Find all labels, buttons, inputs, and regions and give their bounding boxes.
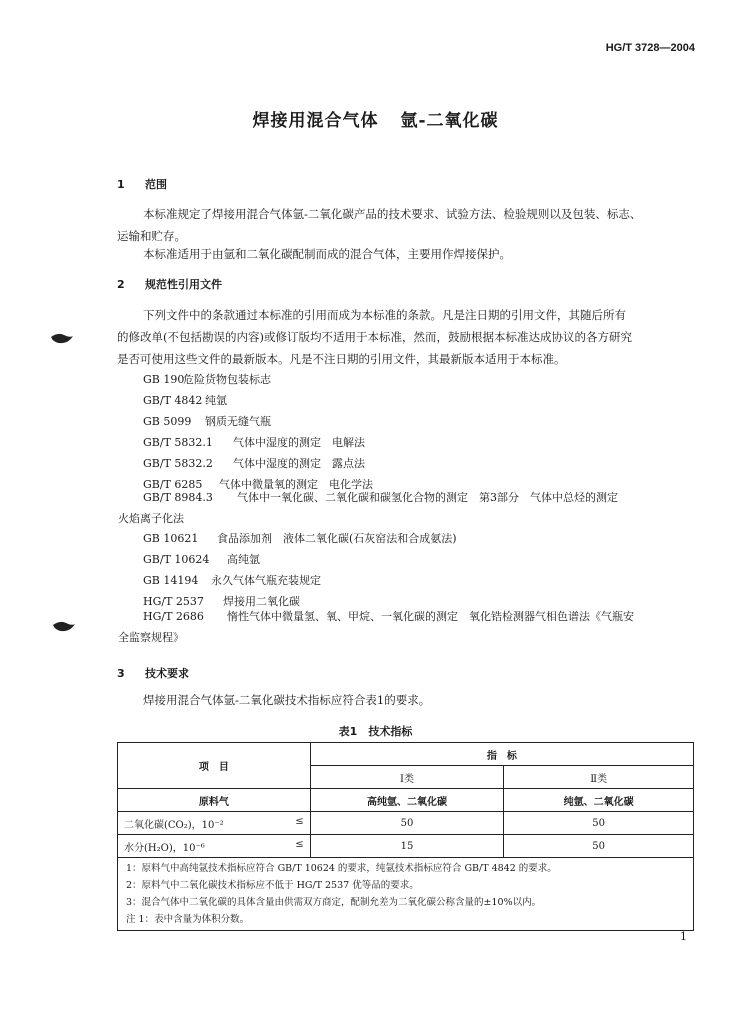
row-label: 水分(H₂O)，10⁻⁶ xyxy=(124,842,205,854)
row-value-class-2: 50 xyxy=(504,835,694,858)
reference-item: GB 10621 食品添加剂 液体二氧化碳(石灰窑法和合成氨法) xyxy=(143,532,457,545)
table-row xyxy=(118,812,694,835)
raw-material-label: 原料气 xyxy=(118,789,311,812)
title-part2: 氩-二氧化碳 xyxy=(400,111,499,131)
raw-material-class-1: 高纯氩、二氧化碳 xyxy=(310,789,504,812)
spec-table xyxy=(117,742,694,931)
table-row xyxy=(118,835,694,858)
section-2-intro: 下列文件中的条款通过本标准的引用而成为本标准的条款。凡是注日期的引用文件，其随后所有 的修改单(不包括勘误的内容)或修订版均不适用于本标准，然而，鼓励根据本标准达成协议的各方研究 是否可使用这些文件的最新版本。凡是不注日期的引用文件，其最新版本适用于本标准。 xyxy=(117,308,632,366)
reference-item: GB 14194 永久气体气瓶充装规定 xyxy=(143,574,321,587)
page-title xyxy=(0,106,751,131)
row-label: 二氧化碳(CO₂)，10⁻² xyxy=(124,819,224,831)
table-note: 2：原料气中二氧化碳技术指标应不低于 HG/T 2537 优等品的要求。 xyxy=(126,880,419,891)
reference-item: GB/T 4842 纯氩 xyxy=(143,394,227,407)
section-1-heading: 1 范围 xyxy=(117,178,167,191)
reference-item: GB 5099 钢质无缝气瓶 xyxy=(143,415,271,428)
page-number: 1 xyxy=(680,930,687,943)
reference-item: GB/T 5832.2 气体中湿度的测定 露点法 xyxy=(143,457,365,470)
title-part1: 焊接用混合气体 xyxy=(252,111,379,131)
table-notes xyxy=(118,858,694,931)
reference-item: HG/T 2686 惰性气体中微量氢、氧、甲烷、一氧化碳的测定 氧化锆检测器气相色谱法《气瓶安 全监察规程》 xyxy=(118,610,634,644)
scan-mark-icon xyxy=(52,619,76,633)
comparator: ≤ xyxy=(295,838,304,850)
header-class-2: Ⅱ类 xyxy=(504,766,694,789)
table-note: 1：原料气中高纯氩技术指标应符合 GB/T 10624 的要求，纯氩技术指标应符合 GB/T 4842 的要求。 xyxy=(126,863,557,874)
table-caption: 表1 技术指标 xyxy=(338,725,413,738)
section-3-text: 焊接用混合气体氩-二氧化碳技术指标应符合表1的要求。 xyxy=(143,693,431,707)
table-note: 注 1：表中含量为体积分数。 xyxy=(126,914,250,925)
header-index: 指 标 xyxy=(310,743,693,766)
reference-item: HG/T 2537 焊接用二氧化碳 xyxy=(143,595,300,608)
header-item: 项 目 xyxy=(118,743,311,789)
section-1-paragraph-1: 本标准规定了焊接用混合气体氩-二氧化碳产品的技术要求、试验方法、检验规则以及包装、标志、 运输和贮存。 xyxy=(117,207,642,243)
reference-item: GB 190危险货物包装标志 xyxy=(143,373,271,386)
comparator: ≤ xyxy=(295,815,304,827)
standard-code: HG/T 3728—2004 xyxy=(605,42,695,54)
row-value-class-1: 50 xyxy=(310,812,504,835)
section-3-heading: 3 技术要求 xyxy=(117,667,189,680)
scan-mark-icon xyxy=(50,331,74,345)
reference-item: GB/T 6285 气体中微量氧的测定 电化学法 xyxy=(143,478,373,491)
header-class-1: Ⅰ类 xyxy=(310,766,504,789)
raw-material-class-2: 纯氩、二氧化碳 xyxy=(504,789,694,812)
reference-item: GB/T 8984.3 气体中一氧化碳、二氧化碳和碳氢化合物的测定 第3部分 气体中总烃的测定 火焰离子化法 xyxy=(118,491,618,525)
table-note: 3：混合气体中二氧化碳的具体含量由供需双方商定，配制允差为二氧化碳公称含量的±10%以内。 xyxy=(126,897,542,908)
reference-item: GB/T 5832.1 气体中湿度的测定 电解法 xyxy=(143,436,365,449)
row-value-class-1: 15 xyxy=(310,835,504,858)
section-1-paragraph-2: 本标准适用于由氩和二氧化碳配制而成的混合气体，主要用作焊接保护。 xyxy=(143,247,511,261)
row-value-class-2: 50 xyxy=(504,812,694,835)
section-2-heading: 2 规范性引用文件 xyxy=(117,278,222,291)
reference-item: GB/T 10624 高纯氩 xyxy=(143,553,260,566)
